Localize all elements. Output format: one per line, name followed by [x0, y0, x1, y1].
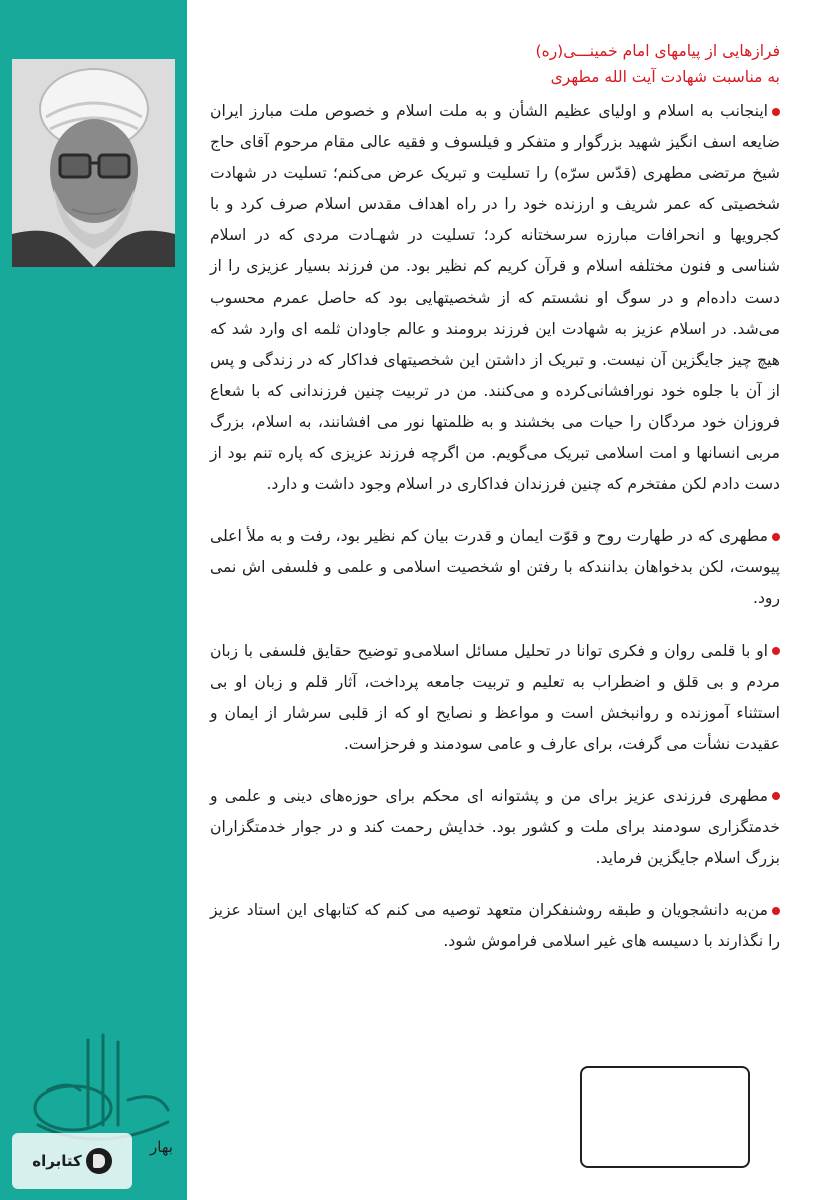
quote-paragraph-3: [210, 636, 780, 760]
quote-paragraph-5: [210, 895, 780, 957]
quote-text: او با قلمی روان و فکری توانا در تحلیل مسائل اسلامی‌و توضیح حقایق فلسفی با زبان مردم و بی قلق و اضطراب به تعلیم و تربیت جامعه پرداخت، آثار قلم و زبان او بی استثناء آموزنده و روانبخش است و مواعظ و نصایح او که از قلبی سرشار از ایمان و عقیدت نشأت می گرفت، برای عارف و عامی سودمند و فرحزاست.: [210, 641, 780, 753]
publisher-logo: [12, 1133, 132, 1189]
quote-paragraph-1: [210, 96, 780, 500]
book-logo-icon: [86, 1148, 112, 1174]
portrait-illustration: [12, 59, 175, 267]
bullet-icon: [772, 792, 780, 800]
quote-paragraph-2: [210, 521, 780, 614]
quote-text: مطهری فرزندی عزیز برای من و پشتوانه ای محکم برای حوزه‌های دینی و علمی و خدمتگزاری سودمند برای ملت و کشور بود. خدایش رحمت کند و در جوار خدمتگزاران بزرگ اسلام جایگزین فرماید.: [210, 786, 780, 868]
quote-paragraph-4: [210, 781, 780, 874]
heading-line-1: فرازهایی از پیامهای امام خمینـــی(ره): [535, 42, 780, 60]
quotes-content: [210, 38, 780, 978]
sidebar-script-text: بهار: [150, 1138, 173, 1156]
quote-text: اینجانب به اسلام و اولیای عظیم الشأن و به ملت اسلام و خصوص ملت مبارز ایران ضایعه اسف انگیز شهید بزرگوار و متفکر و فیلسوف و فقیه عالی مقام مرحوم آقای حاج شیخ مرتضی مطهری (قدّس سرّه) را تسلیت و تبریک عرض می‌کنم؛ تسلیت در شهادت شخصیتی که عمر شریف و ارزنده خود را در راه اهداف مقدس اسلام صرف کرد و با کجرویها و انحرافات مبارزه سرسختانه کرد؛ تسلیت در شهـادت مردی که در اسلام شناسی و فنون مختلفه اسلام و قرآن کریم کم نظیر بود. من فرزند بسیار عزیزی را از دست داده‌ام و در سوگ او نشستم که از شخصیتهایی بود که حاصل عمرم محسوب می‌شد. در اسلام عزیز به شهادت این فرزند برومند و عالم جاودان ثلمه ای وارد شد که هیچ چیز جایگزین آن نیست. و تبریک از داشتن این شخصیتهای فداکار که در زندگی و پس از آن با جلوه خود نورافشانی‌کرده و می‌کنند. من در تربیت چنین فرزندانی که با شعاع فروزان خود مردگان را حیات می بخشند و به ظلمتها نور می افشانند، به اسلام، بزرگ مربی انسانها و امت اسلامی تبریک می‌گویم. من اگرچه فرزند عزیزی که پاره تنم بود از دست دادم لکن مفتخرم که چنین فرزندان فداکاری در اسلام وجود داشت و دارد.: [210, 102, 780, 494]
quote-text: من‌به دانشجویان و طبقه روشنفکران متعهد توصیه می کنم که کتابهای این استاد عزیز را نگذارند با دسیسه های غیر اسلامی فراموش شود.: [210, 901, 780, 951]
portrait-photo: [12, 59, 175, 267]
sidebar-panel: [0, 0, 187, 1200]
bullet-icon: [772, 907, 780, 915]
heading-line-2: به مناسبت شهادت آیت الله مطهری: [550, 68, 780, 86]
page-heading: [210, 38, 780, 90]
bullet-icon: [772, 533, 780, 541]
stamp-box: [580, 1066, 750, 1168]
bullet-icon: [772, 647, 780, 655]
bullet-icon: [772, 108, 780, 116]
publisher-logo-text: کتابراه: [32, 1152, 82, 1170]
quote-text: مطهری که در طهارت روح و قوّت ایمان و قدرت بیان کم نظیر بود، رفت و به ملأ اعلی پیوست، لکن بدخواهان بدانندکه با رفتن او شخصیت اسلامی و علمی و فلسفی اش نمی رود.: [210, 527, 780, 608]
